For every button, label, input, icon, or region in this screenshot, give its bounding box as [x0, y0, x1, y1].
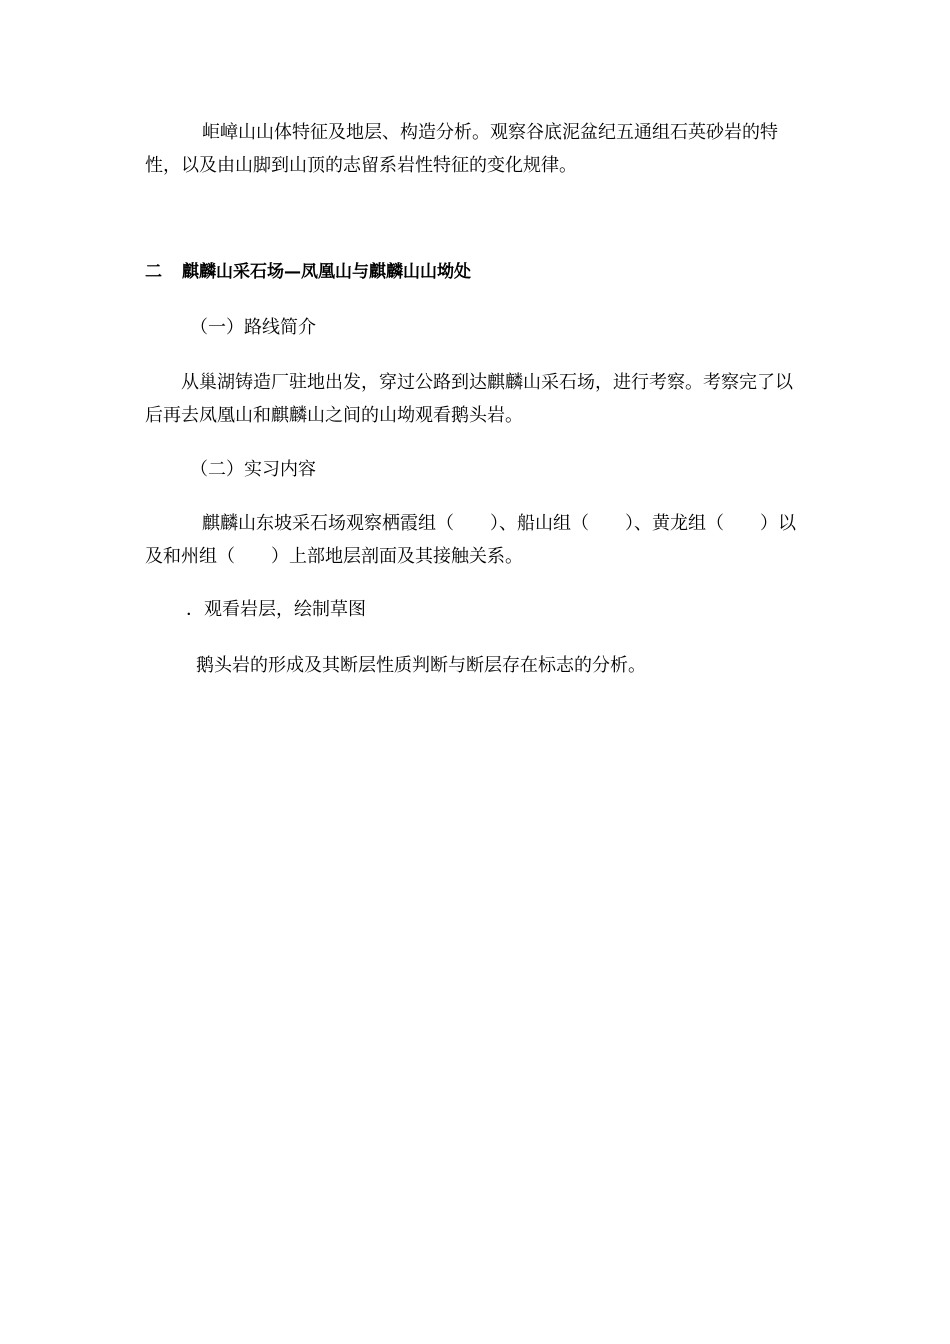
section-title: 麒麟山采石场—凤凰山与麒麟山山坳处 [182, 262, 471, 282]
paragraph-jizhang-mountain: 岠嶂山山体特征及地层、构造分析。观察谷底泥盆纪五通组石英砂岩的特性，以及由山脚到山顶的志留系岩性特征的变化规律。 [145, 122, 778, 176]
paragraph-goose-head-rock: 鹅头岩的形成及其断层性质判断与断层存在标志的分析。 [196, 655, 646, 676]
list-item-observe-strata: ．观看岩层，绘制草图 [186, 599, 366, 620]
subheading-practice-content: （二）实习内容 [190, 459, 316, 480]
paragraph-quarry-observation: 麒麟山东坡采石场观察栖霞组（ ）、船山组（ ）、黄龙组（ ）以及和州组（ ）上部地层剖面及其接触关系。 [145, 513, 796, 567]
paragraph-route: 从巢湖铸造厂驻地出发，穿过公路到达麒麟山采石场，进行考察。考察完了以后再去凤凰山和麒麟山之间的山坳观看鹅头岩。 [145, 372, 793, 426]
section-number: 二 [145, 262, 162, 282]
subheading-route-intro: （一）路线简介 [190, 317, 316, 338]
section-heading-2 [145, 257, 810, 287]
